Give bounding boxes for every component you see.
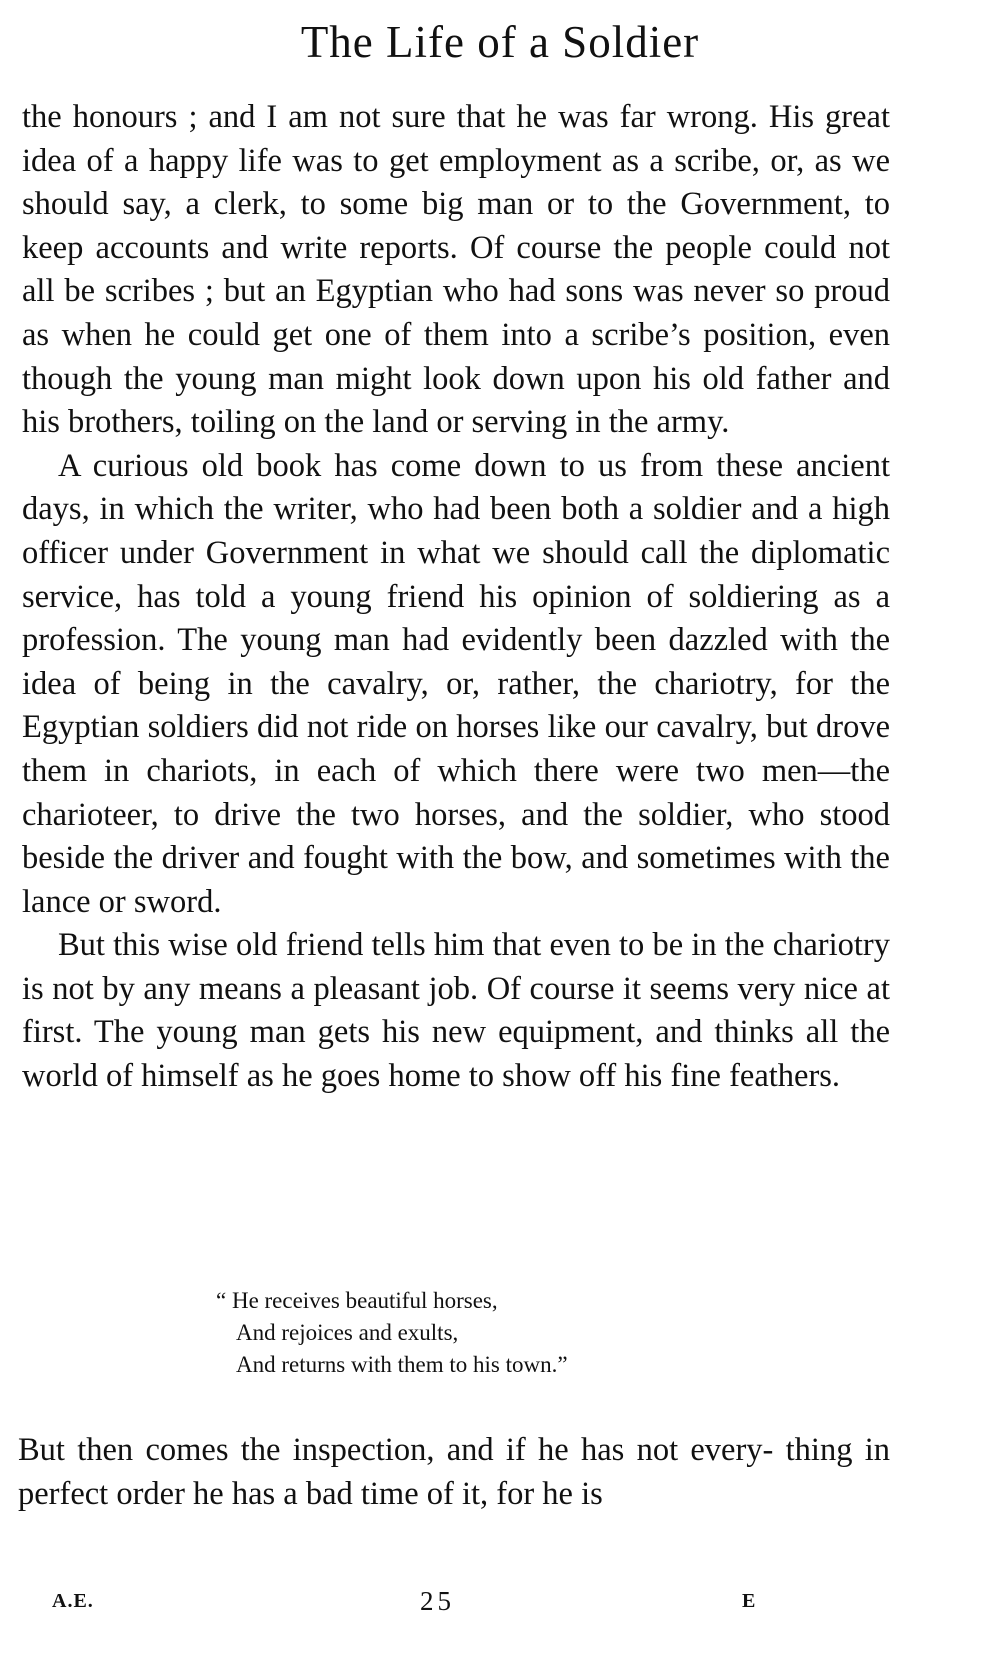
closing-text (18, 1428, 890, 1516)
quote-line: And rejoices and exults, (236, 1320, 459, 1345)
page-number: 25 (420, 1586, 455, 1616)
quote-line: And returns with them to his town.” (236, 1352, 568, 1377)
running-title: The Life of a Soldier (300, 17, 700, 67)
paragraph-curious-old-book: A curious old book has come down to us from these ancient days, in which the writer, who had been both a soldier and a high officer under Government in what we should call the diplomatic service, has told a young friend his opinion of soldiering as a profession. The young man had evidently been dazzled with the idea of being in the cavalry, or, rather, the chariotry, for the Egyptian soldiers did not ride on horses like our cavalry, but drove them in chariots, in each of which there were two men—the charioteer, to drive the two horses, and the soldier, who stood beside the driver and fought with the bow, and sometimes with the lance or sword. (22, 447, 890, 920)
paragraph-inspection: But then comes the inspection, and if he has not every- thing in perfect order he has a bad time of it, for he is (18, 1432, 890, 1512)
gathering-mark: E (742, 1590, 756, 1612)
paragraph-continued: the honours ; and I am not sure that he was far wrong. His great idea of a happy life was to get employment as a scribe, or, as we should say, a clerk, to some big man or to the Government, to keep accounts and write reports. Of course the people could not all be scribes ; but an Egyptian who had sons was never so proud as when he could get one of them into a scribe’s position, even though the young man might look down upon his old father and his brothers, toiling on the land or serving in the army. (22, 99, 890, 441)
paragraph-wise-old-friend: But this wise old friend tells him that even to be in the chariotry is not by any means a pleasant job. Of course it seems very nice at first. The young man gets his new equipment, and thinks all the world of himself as he goes home to show off his fine feathers. (22, 927, 890, 1095)
page-footer (0, 1586, 1000, 1626)
main-text (22, 96, 890, 1099)
verse-quotation (0, 1285, 1000, 1381)
quote-line: “ He receives beautiful horses, (216, 1288, 498, 1313)
signature-mark: A.E. (52, 1590, 94, 1612)
